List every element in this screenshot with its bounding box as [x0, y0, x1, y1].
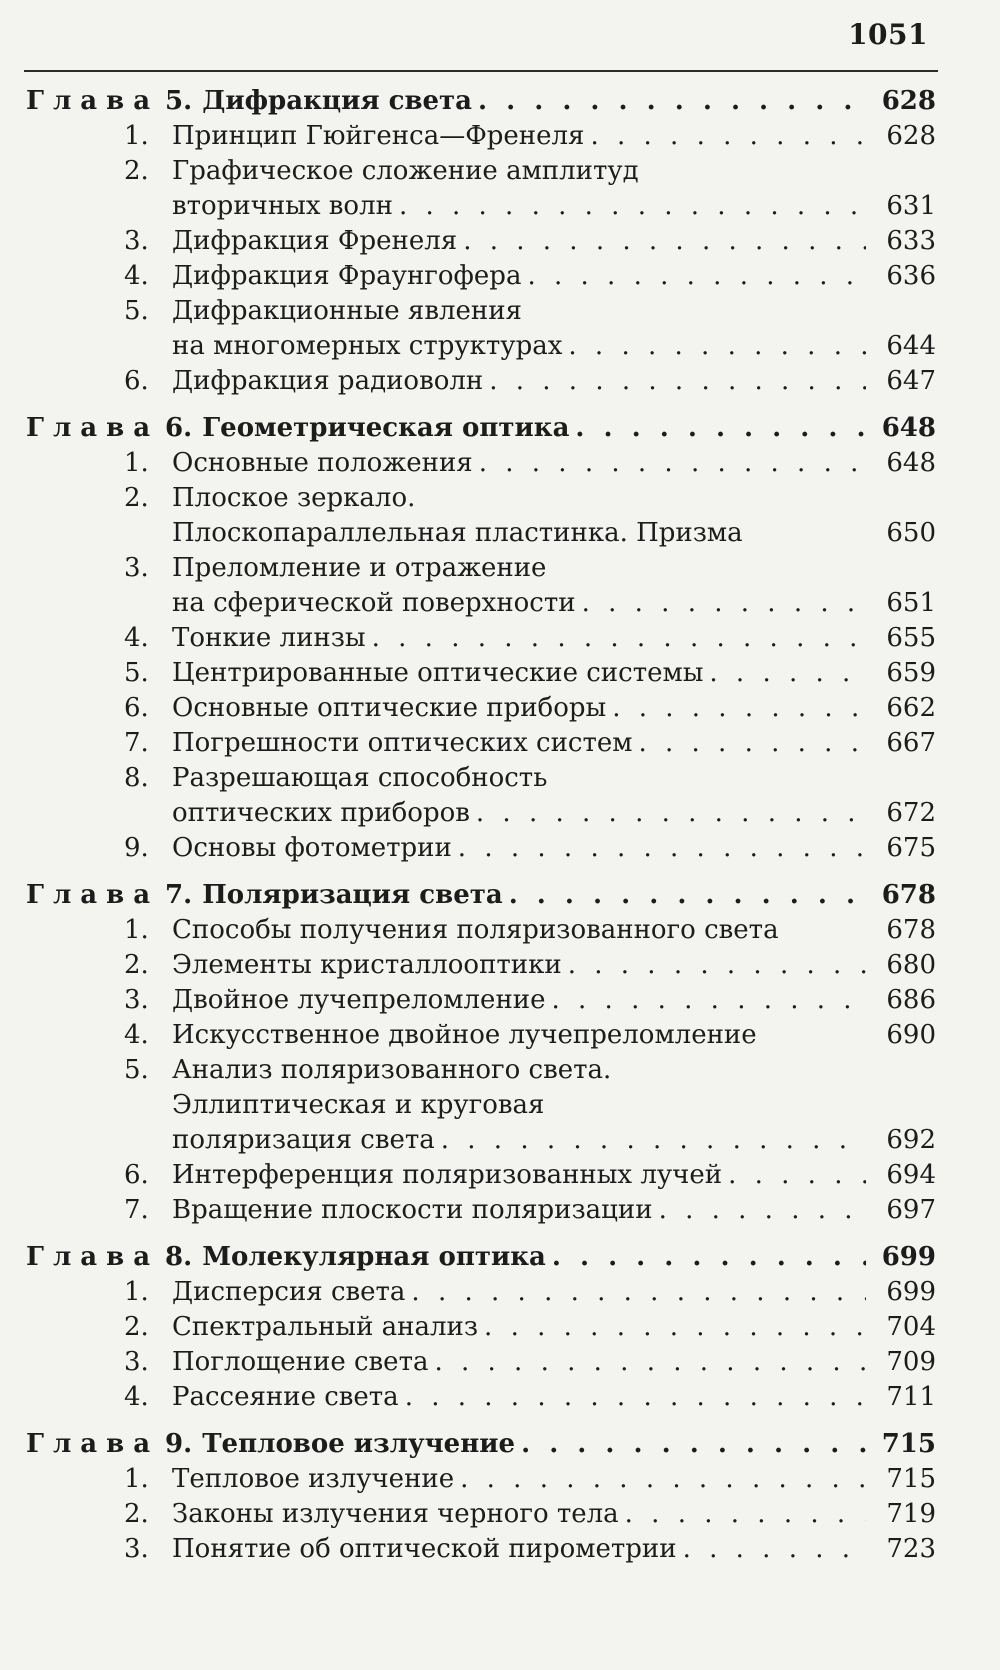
chapter-page: 715 [881, 1429, 936, 1459]
chapter-page: 699 [881, 1242, 936, 1272]
section-entry [26, 259, 936, 294]
chapter-heading [26, 1427, 936, 1462]
chapter-title: Поляризация света [202, 880, 503, 910]
dot-leader [434, 1345, 866, 1380]
section-title: Принцип Гюйгенса—Френеля [172, 121, 585, 151]
section-title: Элементы кристаллооптики [172, 950, 562, 980]
section-page: 686 [886, 985, 936, 1015]
section-title: Способы получения поляризованного света [172, 915, 779, 945]
section-page: 650 [886, 518, 936, 548]
section-entry [26, 551, 936, 621]
section-line [172, 913, 936, 948]
section-line [172, 1193, 936, 1228]
section-body [172, 551, 936, 621]
chapter-number: 6. [165, 413, 193, 443]
section-entry [26, 119, 936, 154]
section-page: 636 [886, 261, 936, 291]
chapter-heading [26, 411, 936, 446]
section-number: 9. [124, 833, 149, 863]
section-number: 4. [124, 623, 149, 653]
section-body [172, 1275, 936, 1310]
chapter-title: Дифракция света [202, 86, 473, 116]
chapter-number: 9. [165, 1429, 193, 1459]
section-body [172, 1380, 936, 1415]
section-number: 5. [124, 296, 149, 326]
section-title: Анализ поляризованного света. [172, 1055, 612, 1085]
section-number: 2. [124, 483, 149, 513]
section-body [172, 621, 936, 656]
section-page: 648 [886, 448, 936, 478]
section-page: 647 [886, 366, 936, 396]
chapter-word: Глава [26, 1429, 160, 1459]
dot-leader [372, 621, 866, 656]
section-title: Преломление и отражение [172, 553, 547, 583]
section-line [172, 1158, 936, 1193]
section-body [172, 691, 936, 726]
chapter-heading [26, 84, 936, 119]
section-entry [26, 1345, 936, 1380]
section-page: 659 [886, 658, 936, 688]
section-number: 6. [124, 366, 149, 396]
section-page: 680 [886, 950, 936, 980]
section-page: 655 [886, 623, 936, 653]
section-line [172, 516, 936, 551]
section-title: вторичных волн [172, 191, 393, 221]
chapter-word: Глава [26, 1242, 160, 1272]
section-line [172, 1310, 936, 1345]
section-number: 3. [124, 226, 149, 256]
section-page: 651 [886, 588, 936, 618]
chapter-heading [26, 1240, 936, 1275]
section-number: 4. [124, 1382, 149, 1412]
section-body [172, 1497, 936, 1532]
chapter-title: Молекулярная оптика [202, 1242, 546, 1272]
dot-leader [460, 1462, 866, 1497]
section-title: Искусственное двойное лучепреломление [172, 1020, 757, 1050]
section-line [172, 259, 936, 294]
section-title: Эллиптическая и круговая [172, 1090, 545, 1120]
dot-leader [399, 189, 866, 224]
dot-leader [638, 726, 866, 761]
section-body [172, 1053, 936, 1158]
section-page: 628 [886, 121, 936, 151]
section-line [172, 1275, 936, 1310]
section-page: 672 [886, 798, 936, 828]
section-line [172, 1462, 936, 1497]
section-page: 704 [886, 1312, 936, 1342]
section-body [172, 1532, 936, 1567]
dot-leader [478, 84, 866, 119]
table-of-contents [26, 84, 936, 1567]
section-body [172, 224, 936, 259]
section-title: Дифракционные явления [172, 296, 522, 326]
section-page: 715 [886, 1464, 936, 1494]
dot-leader [551, 983, 866, 1018]
section-page: 711 [886, 1382, 936, 1412]
section-title: поляризация света [172, 1125, 435, 1155]
section-line [172, 329, 936, 364]
section-entry [26, 294, 936, 364]
section-line [172, 796, 936, 831]
section-number: 6. [124, 693, 149, 723]
section-body [172, 983, 936, 1018]
section-title: Основные оптические приборы [172, 693, 607, 723]
page-number: 1051 [848, 18, 928, 51]
dot-leader [463, 224, 866, 259]
section-entry [26, 446, 936, 481]
chapter-word: Глава [26, 413, 160, 443]
section-page: 697 [886, 1195, 936, 1225]
section-body [172, 294, 936, 364]
section-body [172, 364, 936, 399]
dot-leader [659, 1193, 866, 1228]
section-line [172, 154, 936, 189]
section-line [172, 1532, 936, 1567]
section-title: Погрешности оптических систем [172, 728, 633, 758]
section-title: Плоское зеркало. [172, 483, 416, 513]
dot-leader [728, 1158, 866, 1193]
section-title: Вращение плоскости поляризации [172, 1195, 653, 1225]
section-line [172, 1123, 936, 1158]
dot-leader [612, 691, 866, 726]
section-entry [26, 1193, 936, 1228]
section-number: 5. [124, 658, 149, 688]
dot-leader [458, 831, 866, 866]
dot-leader [489, 364, 866, 399]
section-page: 644 [886, 331, 936, 361]
section-entry [26, 1462, 936, 1497]
chapter-number: 7. [165, 880, 193, 910]
section-page: 675 [886, 833, 936, 863]
section-line [172, 1018, 936, 1053]
section-title: Двойное лучепреломление [172, 985, 546, 1015]
chapter-number: 5. [165, 86, 193, 116]
dot-leader [484, 1310, 866, 1345]
section-title: Законы излучения черного тела [172, 1499, 619, 1529]
section-title: Дифракция радиоволн [172, 366, 484, 396]
section-number: 2. [124, 1499, 149, 1529]
section-title: Рассеяние света [172, 1382, 399, 1412]
section-line [172, 1345, 936, 1380]
section-body [172, 656, 936, 691]
dot-leader [683, 1532, 866, 1567]
section-title: Тепловое излучение [172, 1464, 455, 1494]
section-title: Спектральный анализ [172, 1312, 479, 1342]
section-page: 719 [886, 1499, 936, 1529]
section-title: Центрированные оптические системы [172, 658, 704, 688]
section-number: 3. [124, 1347, 149, 1377]
section-entry [26, 983, 936, 1018]
section-line [172, 119, 936, 154]
section-title: Плоскопараллельная пластинка. Призма [172, 518, 743, 548]
section-body [172, 1462, 936, 1497]
section-entry [26, 831, 936, 866]
header-rule [24, 70, 938, 72]
chapter-page: 628 [881, 86, 936, 116]
section-number: 1. [124, 1464, 149, 1494]
section-page: 662 [886, 693, 936, 723]
section-entry [26, 691, 936, 726]
section-number: 2. [124, 950, 149, 980]
section-page: 709 [886, 1347, 936, 1377]
section-body [172, 1193, 936, 1228]
section-line [172, 761, 936, 796]
section-body [172, 446, 936, 481]
section-number: 5. [124, 1055, 149, 1085]
section-line [172, 691, 936, 726]
section-entry [26, 726, 936, 761]
section-page: 723 [886, 1534, 936, 1564]
section-body [172, 119, 936, 154]
section-entry [26, 1497, 936, 1532]
section-entry [26, 1380, 936, 1415]
chapter-word: Глава [26, 86, 160, 116]
section-page: 699 [886, 1277, 936, 1307]
section-body [172, 259, 936, 294]
dot-leader [411, 1275, 866, 1310]
section-entry [26, 761, 936, 831]
dot-leader [590, 119, 866, 154]
section-entry [26, 224, 936, 259]
section-body [172, 913, 936, 948]
section-entry [26, 913, 936, 948]
section-page: 692 [886, 1125, 936, 1155]
section-line [172, 726, 936, 761]
section-title: Понятие об оптической пирометрии [172, 1534, 677, 1564]
section-entry [26, 1158, 936, 1193]
section-number: 3. [124, 553, 149, 583]
section-body [172, 1158, 936, 1193]
section-entry [26, 1532, 936, 1567]
section-entry [26, 621, 936, 656]
section-number: 1. [124, 1277, 149, 1307]
section-title: Основы фотометрии [172, 833, 452, 863]
dot-leader [479, 446, 866, 481]
section-title: Дисперсия света [172, 1277, 406, 1307]
section-entry [26, 1018, 936, 1053]
section-entry [26, 154, 936, 224]
section-line [172, 481, 936, 516]
section-page: 690 [886, 1020, 936, 1050]
section-page: 633 [886, 226, 936, 256]
dot-leader [575, 411, 866, 446]
section-page: 667 [886, 728, 936, 758]
section-line [172, 446, 936, 481]
chapter-word: Глава [26, 880, 160, 910]
section-line [172, 294, 936, 329]
section-entry [26, 1310, 936, 1345]
section-body [172, 761, 936, 831]
section-number: 3. [124, 1534, 149, 1564]
section-body [172, 831, 936, 866]
section-entry [26, 656, 936, 691]
section-title: Графическое сложение амплитуд [172, 156, 639, 186]
section-title: на сферической поверхности [172, 588, 576, 618]
dot-leader [709, 656, 866, 691]
section-title: Разрешающая способность [172, 763, 548, 793]
dot-leader [521, 1427, 866, 1462]
section-entry [26, 1275, 936, 1310]
dot-leader [552, 1240, 866, 1275]
section-line [172, 364, 936, 399]
section-page: 678 [886, 915, 936, 945]
chapter-title: Тепловое излучение [202, 1429, 516, 1459]
section-title: Тонкие линзы [172, 623, 366, 653]
section-line [172, 983, 936, 1018]
section-body [172, 948, 936, 983]
section-number: 1. [124, 448, 149, 478]
section-title: оптических приборов [172, 798, 470, 828]
section-line [172, 621, 936, 656]
section-line [172, 1380, 936, 1415]
dot-leader [568, 329, 866, 364]
section-title: Поглощение света [172, 1347, 429, 1377]
section-number: 4. [124, 1020, 149, 1050]
dot-leader [568, 948, 866, 983]
section-title: Интерференция поляризованных лучей [172, 1160, 723, 1190]
section-number: 1. [124, 915, 149, 945]
section-line [172, 948, 936, 983]
dot-leader [625, 1497, 866, 1532]
dot-leader [582, 586, 866, 621]
section-body [172, 154, 936, 224]
section-number: 2. [124, 156, 149, 186]
section-number: 1. [124, 121, 149, 151]
section-number: 3. [124, 985, 149, 1015]
section-number: 6. [124, 1160, 149, 1190]
chapter-page: 648 [881, 413, 936, 443]
chapter-number: 8. [165, 1242, 193, 1272]
dot-leader [441, 1123, 866, 1158]
section-body [172, 726, 936, 761]
dot-leader [476, 796, 866, 831]
section-body [172, 481, 936, 551]
section-body [172, 1310, 936, 1345]
section-number: 2. [124, 1312, 149, 1342]
section-number: 8. [124, 763, 149, 793]
chapter-page: 678 [881, 880, 936, 910]
section-entry [26, 364, 936, 399]
section-entry [26, 1053, 936, 1158]
section-title: на многомерных структурах [172, 331, 563, 361]
section-entry [26, 481, 936, 551]
section-body [172, 1345, 936, 1380]
section-page: 694 [886, 1160, 936, 1190]
section-number: 7. [124, 1195, 149, 1225]
section-number: 7. [124, 728, 149, 758]
section-page: 631 [886, 191, 936, 221]
section-line [172, 1497, 936, 1532]
section-line [172, 1088, 936, 1123]
section-title: Дифракция Френеля [172, 226, 458, 256]
dot-leader [527, 259, 866, 294]
section-title: Основные положения [172, 448, 473, 478]
section-line [172, 551, 936, 586]
section-line [172, 656, 936, 691]
chapter-heading [26, 878, 936, 913]
section-body [172, 1018, 936, 1053]
section-line [172, 831, 936, 866]
section-number: 4. [124, 261, 149, 291]
dot-leader [405, 1380, 866, 1415]
section-line [172, 189, 936, 224]
section-line [172, 224, 936, 259]
section-line [172, 1053, 936, 1088]
section-entry [26, 948, 936, 983]
chapter-title: Геометрическая оптика [202, 413, 570, 443]
dot-leader [509, 878, 866, 913]
section-line [172, 586, 936, 621]
section-title: Дифракция Фраунгофера [172, 261, 522, 291]
